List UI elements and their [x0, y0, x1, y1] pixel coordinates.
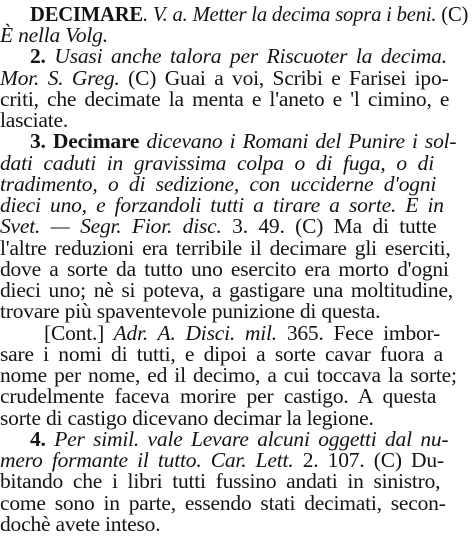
quotation: criti, che decimate la menta e l'aneto e 'l cimino, e — [0, 87, 450, 111]
sense-number-4: 4. — [30, 427, 46, 451]
definition-3: dati caduti in gravissima colpa o di fuga, o di — [0, 151, 434, 175]
quotation: dove a sorte da tutto uno esercito era morto d'ogni — [0, 257, 449, 281]
sense-number-3: 3. — [30, 129, 46, 153]
entry-line-11 — [0, 214, 436, 238]
keyword: Decimare — [45, 129, 140, 153]
definition-4: Per simil. vale Levare alcuni oggetti dal nu- — [45, 427, 449, 451]
definition-2: Usasi anche talora per Riscuoter la decima. — [45, 44, 447, 68]
definition-3: tradimento, o di sedizione, con ucciderne d'ogni — [0, 172, 437, 196]
entry-line-19 — [0, 384, 436, 408]
continuation-marker: [Cont.] — [44, 321, 105, 345]
quotation: l'altre reduzioni era terribile il decimare gli eserciti, — [0, 236, 451, 260]
quotation: come sono in parte, essendo stati decimati, secon- — [0, 491, 446, 515]
definition-1: . V. a. Metter la decima sopra i beni. — [142, 2, 437, 26]
quotation: nome per nome, ed il decimo, a cui toccava la sorte; — [0, 363, 457, 387]
quotation: trovare più spaventevole punizione di questa. — [0, 299, 381, 323]
citation-source: Svet. — Segr. Fior. disc. — [0, 214, 222, 238]
quotation: 3. 49. (C) Ma di tutte — [221, 214, 437, 238]
definition-3: dieci uno, e forzandoli tutti a tirare a sorte. E in — [0, 193, 444, 217]
quotation: sare i nomi di tutti, e dipoi a sorte cavar fuora a — [0, 342, 443, 366]
quotation: lasciate. — [0, 108, 69, 132]
definition-4: mero formante il tutto. Car. Lett. — [0, 448, 294, 472]
quotation: sorte di castigo dicevano decimar la legione. — [0, 406, 374, 430]
sense-number-2: 2. — [30, 44, 46, 68]
source-marker: (C) — [436, 2, 469, 26]
entry-line-23 — [0, 469, 440, 493]
citation: È nella Volg. — [0, 23, 108, 47]
quotation: bitando che i libri tutti fussino andati in sinistro, — [0, 469, 441, 493]
quotation: dieci uno; nè si poteva, a gastigare una moltitudine, — [0, 278, 453, 302]
definition-3: dicevano i Romani del Punire i sol- — [139, 129, 457, 153]
quotation: 365. Fece imbor- — [276, 321, 441, 345]
headword: DECIMARE — [30, 2, 143, 26]
dictionary-entry — [0, 2, 472, 537]
quotation: 2. 107. (C) Du- — [293, 448, 444, 472]
quotation: dochè avete inteso. — [0, 512, 161, 536]
citation-source: Adr. A. Disci. mil. — [104, 321, 277, 345]
entry-line-3 — [30, 44, 447, 68]
quotation: (C) Guai a voi, Scribi e Farisei ipo- — [119, 66, 449, 90]
entry-line-25 — [0, 512, 160, 536]
entry-line-15 — [0, 299, 380, 323]
citation-source: Mor. S. Greg. — [0, 66, 120, 90]
quotation: crudelmente faceva morire per castigo. A questa — [0, 384, 437, 408]
entry-line-7 — [30, 129, 456, 153]
